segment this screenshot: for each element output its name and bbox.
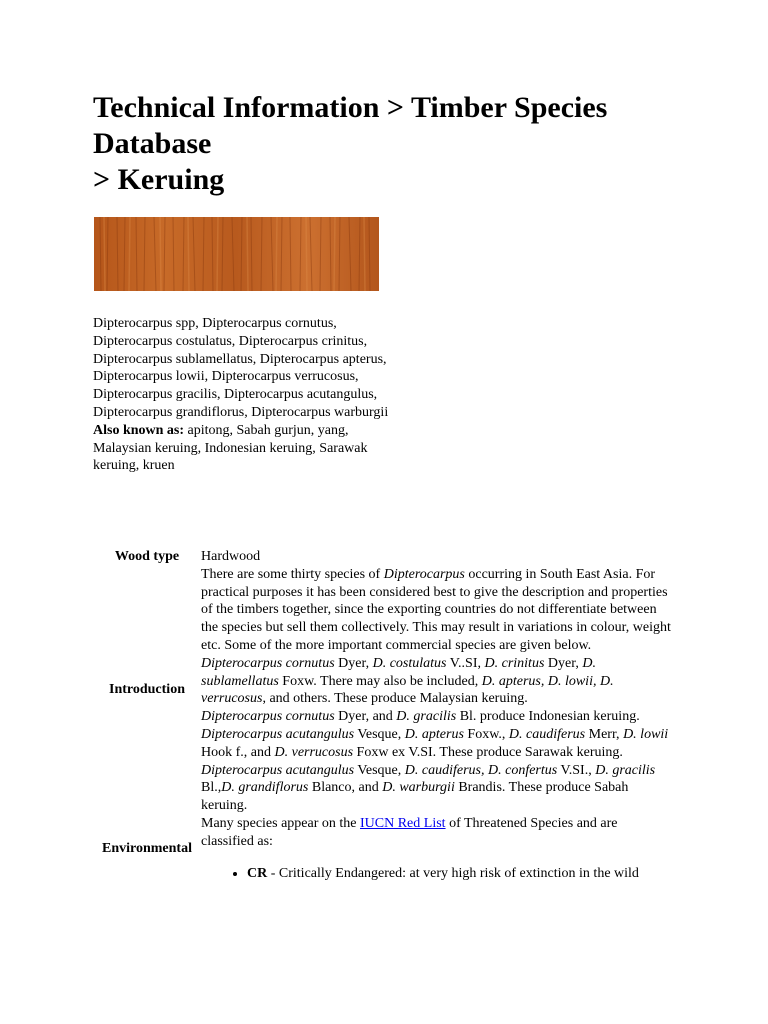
species-name: Dipterocarpus acutangulus <box>201 762 355 778</box>
intro-text: Foxw. There may also be included, <box>278 673 482 689</box>
species-name: D. caudiferus, D. confertus <box>404 762 558 778</box>
species-name: Dipterocarpus acutangulus <box>201 726 355 742</box>
species-name: D. verrucosus <box>274 744 354 760</box>
intro-text: Vesque, <box>354 726 405 742</box>
botanical-names: Dipterocarpus spp, Dipterocarpus cornutus, Dipterocarpus costulatus, Dipterocarpus crinitus, Dipterocarpus sublamellatus, Dipterocarpus apterus, Dipterocarpus lowii, Dipterocarpus verrucosus, Dipterocarpus gracilis, Dipterocarpus acutangulus, Dipterocarpus grandiflorus, Dipterocarpus warburgii <box>93 316 389 420</box>
species-name: Dipterocarpus cornutus <box>201 655 335 671</box>
page-title <box>93 90 713 198</box>
intro-text: , and others. These produce Malaysian keruing. <box>262 691 528 707</box>
environmental-label: Environmental <box>102 840 192 856</box>
list-item <box>247 865 673 883</box>
iucn-red-list-link[interactable]: IUCN Red List <box>360 815 446 831</box>
page-title-line-2: Database <box>93 127 212 160</box>
species-name: D. costulatus <box>372 655 447 671</box>
classification-code: CR <box>247 865 268 881</box>
timber-info-table <box>93 548 673 882</box>
species-name: D. apterus, D. lowii, D. verrucosus <box>201 673 614 707</box>
intro-paragraph-sarawak <box>201 726 673 762</box>
intro-genus: Dipterocarpus <box>383 566 465 582</box>
also-known-as <box>93 422 393 475</box>
intro-text: There are some thirty species of <box>201 566 384 582</box>
intro-text: Bl., <box>201 780 222 796</box>
wood-type-label: Wood type <box>114 549 180 564</box>
introduction-value <box>201 566 673 815</box>
wood-grain-texture-image <box>94 217 379 291</box>
species-names <box>93 315 393 475</box>
wood-type-value: Hardwood <box>201 549 261 564</box>
species-name: D. gracilis <box>595 762 656 778</box>
environmental-text-end: of Threatened Species and are classified as: <box>201 815 618 849</box>
intro-text: Dyer, and <box>334 709 397 725</box>
table-row-environmental <box>93 815 673 882</box>
intro-text: Hook f., and <box>201 744 275 760</box>
species-name: D. grandiflorus <box>221 780 309 796</box>
intro-paragraph-indonesian <box>201 708 673 726</box>
species-name: Dipterocarpus cornutus <box>201 709 335 725</box>
intro-text: Dyer, <box>544 655 583 671</box>
intro-text: Dyer, <box>334 655 373 671</box>
intro-text: V..SI, <box>446 655 485 671</box>
page-title-line-1: Technical Information > Timber Species <box>93 91 608 124</box>
intro-text: Foxw., <box>463 726 509 742</box>
environmental-text <box>201 815 673 851</box>
intro-text: Bl. produce Indonesian keruing. <box>456 709 640 725</box>
intro-text: Merr, <box>585 726 624 742</box>
page-title-line-3: > Keruing <box>93 163 225 196</box>
intro-text: V.SI., <box>557 762 596 778</box>
table-row-introduction <box>93 566 673 815</box>
introduction-label: Introduction <box>109 682 185 698</box>
species-name: D. sublamellatus <box>201 655 596 689</box>
classification-description: - Critically Endangered: at very high risk of extinction in the wild <box>267 865 639 881</box>
intro-text: Foxw ex V.SI. These produce Sarawak keruing. <box>353 744 623 760</box>
species-name: D. caudiferus <box>508 726 586 742</box>
classification-list <box>201 865 673 883</box>
also-known-as-value: apitong, Sabah gurjun, yang, Malaysian keruing, Indonesian keruing, Sarawak keruing, kruen <box>93 422 368 474</box>
species-name: D. gracilis <box>396 709 457 725</box>
intro-paragraph-sabah <box>201 762 673 815</box>
environmental-text-start: Many species appear on the <box>201 815 360 831</box>
intro-paragraph-malaysian <box>201 655 673 708</box>
intro-text: occurring in South East Asia. For practical purposes it has been considered best to give the description and properties of the timbers together, since the exporting countries do not differentiate between the species but sell them collectively. This may result in variations in colour, weight etc. Some of the more important commercial species are given below. <box>201 566 671 653</box>
table-row-wood-type <box>93 548 673 566</box>
species-name: D. warburgii <box>382 780 455 796</box>
intro-text: Blanco, and <box>308 780 383 796</box>
intro-text: Vesque, <box>354 762 405 778</box>
intro-text: Brandis. These produce Sabah keruing. <box>201 780 629 814</box>
species-name: D. lowii <box>623 726 669 742</box>
intro-paragraph-1 <box>201 566 673 655</box>
environmental-value <box>201 815 673 882</box>
species-name: D. apterus <box>404 726 464 742</box>
species-name: D. crinitus <box>484 655 545 671</box>
also-known-as-label: Also known as: <box>93 422 185 438</box>
